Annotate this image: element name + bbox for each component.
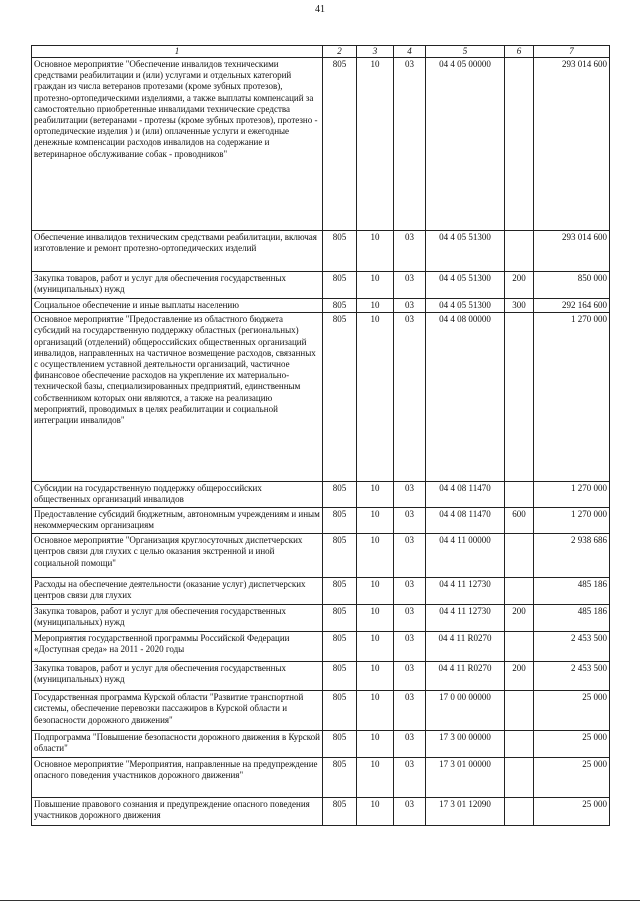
cell-amount: 850 000 bbox=[534, 272, 610, 299]
cell-subsection: 03 bbox=[394, 605, 426, 632]
cell-amount: 485 186 bbox=[534, 578, 610, 605]
cell-subsection: 03 bbox=[394, 272, 426, 299]
cell-target: 17 3 01 00000 bbox=[426, 758, 505, 798]
cell-expense-type: 600 bbox=[505, 508, 534, 534]
header-cell: 7 bbox=[534, 46, 610, 58]
cell-target: 17 0 00 00000 bbox=[426, 691, 505, 731]
cell-amount: 2 453 500 bbox=[534, 662, 610, 691]
cell-subsection: 03 bbox=[394, 534, 426, 578]
cell-target: 04 4 05 00000 bbox=[426, 58, 505, 231]
cell-target: 04 4 11 R0270 bbox=[426, 632, 505, 662]
cell-ministry: 805 bbox=[323, 605, 357, 632]
cell-section: 10 bbox=[357, 482, 394, 508]
cell-ministry: 805 bbox=[323, 534, 357, 578]
row-name: Государственная программа Курской области "Развитие транспортной системы, обеспечение перевозки пассажиров в Курской области и безопасности дорожного движения" bbox=[32, 691, 323, 731]
row-name: Предоставление субсидий бюджетным, автономным учреждениям и иным некоммерческим организациям bbox=[32, 508, 323, 534]
cell-section: 10 bbox=[357, 58, 394, 231]
cell-section: 10 bbox=[357, 605, 394, 632]
table-row bbox=[32, 272, 610, 299]
cell-amount: 292 164 600 bbox=[534, 299, 610, 313]
cell-target: 04 4 11 00000 bbox=[426, 534, 505, 578]
header-cell: 3 bbox=[357, 46, 394, 58]
row-name: Расходы на обеспечение деятельности (оказание услуг) диспетчерских центров связи для глухих bbox=[32, 578, 323, 605]
cell-ministry: 805 bbox=[323, 662, 357, 691]
cell-section: 10 bbox=[357, 534, 394, 578]
cell-target: 04 4 11 12730 bbox=[426, 578, 505, 605]
cell-ministry: 805 bbox=[323, 578, 357, 605]
cell-amount: 293 014 600 bbox=[534, 58, 610, 231]
table-row bbox=[32, 299, 610, 313]
row-name: Мероприятия государственной программы Российской Федерации «Доступная среда» на 2011 - 2020 годы bbox=[32, 632, 323, 662]
table-row bbox=[32, 798, 610, 826]
row-name: Социальное обеспечение и иные выплаты населению bbox=[32, 299, 323, 313]
cell-ministry: 805 bbox=[323, 231, 357, 272]
row-name: Закупка товаров, работ и услуг для обеспечения государственных (муниципальных) нужд bbox=[32, 662, 323, 691]
cell-ministry: 805 bbox=[323, 798, 357, 826]
cell-ministry: 805 bbox=[323, 58, 357, 231]
cell-ministry: 805 bbox=[323, 272, 357, 299]
table-row bbox=[32, 691, 610, 731]
cell-section: 10 bbox=[357, 731, 394, 758]
cell-section: 10 bbox=[357, 758, 394, 798]
cell-subsection: 03 bbox=[394, 508, 426, 534]
header-row bbox=[32, 46, 610, 58]
page-number: 41 bbox=[315, 4, 325, 15]
cell-subsection: 03 bbox=[394, 798, 426, 826]
row-name: Подпрограмма "Повышение безопасности дорожного движения в Курской области" bbox=[32, 731, 323, 758]
cell-section: 10 bbox=[357, 662, 394, 691]
cell-expense-type bbox=[505, 632, 534, 662]
table-row bbox=[32, 632, 610, 662]
cell-section: 10 bbox=[357, 299, 394, 313]
table-row bbox=[32, 313, 610, 482]
cell-ministry: 805 bbox=[323, 482, 357, 508]
table-row bbox=[32, 578, 610, 605]
cell-subsection: 03 bbox=[394, 578, 426, 605]
row-name: Основное мероприятие "Предоставление из областного бюджета субсидий на государственную поддержку областных (региональных) организаций (отделений) общероссийских общественных организаций инвалидов, направленных на частичное возмещение расходов, связанных с осуществлением уставной деятельности организаций, частичное финансовое обеспечение расходов на укрепление их материально-технической базы, специализированных предприятий, единственным собственником которых они являются, а также на реализацию мероприятий, проводимых в целях реабилитации и социальной интеграции инвалидов" bbox=[32, 313, 323, 482]
cell-expense-type bbox=[505, 731, 534, 758]
cell-subsection: 03 bbox=[394, 731, 426, 758]
row-name: Основное мероприятие "Мероприятия, направленные на предупреждение опасного поведения участников дорожного движения" bbox=[32, 758, 323, 798]
cell-amount: 485 186 bbox=[534, 605, 610, 632]
cell-section: 10 bbox=[357, 231, 394, 272]
cell-ministry: 805 bbox=[323, 299, 357, 313]
cell-subsection: 03 bbox=[394, 299, 426, 313]
cell-target: 04 4 11 R0270 bbox=[426, 662, 505, 691]
budget-table bbox=[31, 45, 610, 826]
cell-subsection: 03 bbox=[394, 662, 426, 691]
cell-subsection: 03 bbox=[394, 691, 426, 731]
cell-expense-type bbox=[505, 758, 534, 798]
cell-amount: 1 270 000 bbox=[534, 482, 610, 508]
header-cell: 6 bbox=[505, 46, 534, 58]
cell-expense-type bbox=[505, 231, 534, 272]
cell-section: 10 bbox=[357, 272, 394, 299]
cell-expense-type bbox=[505, 58, 534, 231]
cell-expense-type: 300 bbox=[505, 299, 534, 313]
cell-target: 04 4 08 11470 bbox=[426, 482, 505, 508]
cell-target: 04 4 05 51300 bbox=[426, 299, 505, 313]
table-row bbox=[32, 231, 610, 272]
header-cell: 2 bbox=[323, 46, 357, 58]
cell-target: 17 3 01 12090 bbox=[426, 798, 505, 826]
cell-ministry: 805 bbox=[323, 758, 357, 798]
cell-expense-type bbox=[505, 534, 534, 578]
table-row bbox=[32, 58, 610, 231]
cell-amount: 2 453 500 bbox=[534, 632, 610, 662]
cell-amount: 1 270 000 bbox=[534, 313, 610, 482]
cell-target: 04 4 05 51300 bbox=[426, 272, 505, 299]
cell-amount: 25 000 bbox=[534, 731, 610, 758]
row-name: Повышение правового сознания и предупреждение опасного поведения участников дорожного движения bbox=[32, 798, 323, 826]
table-row bbox=[32, 758, 610, 798]
cell-amount: 1 270 000 bbox=[534, 508, 610, 534]
cell-expense-type: 200 bbox=[505, 605, 534, 632]
cell-section: 10 bbox=[357, 632, 394, 662]
cell-ministry: 805 bbox=[323, 632, 357, 662]
cell-amount: 25 000 bbox=[534, 798, 610, 826]
cell-section: 10 bbox=[357, 798, 394, 826]
cell-section: 10 bbox=[357, 313, 394, 482]
cell-subsection: 03 bbox=[394, 231, 426, 272]
cell-amount: 293 014 600 bbox=[534, 231, 610, 272]
cell-amount: 25 000 bbox=[534, 758, 610, 798]
cell-section: 10 bbox=[357, 508, 394, 534]
row-name: Основное мероприятие "Обеспечение инвалидов техническими средствами реабилитации и (или) услугами и отдельных категорий граждан из числа ветеранов протезами (кроме зубных протезов), протезно-ортопедическими изделиями, а также выплаты компенсаций за самостоятельно приобретенные инвалидами технические средства реабилитации (ветеранами - протезы (кроме зубных протезов), протезно - ортопедические изделия ) и (или) оплаченные услуги и ежегодные денежные компенсации расходов инвалидов на содержание и ветеринарное обслуживание собак - проводников" bbox=[32, 58, 323, 231]
cell-subsection: 03 bbox=[394, 58, 426, 231]
cell-ministry: 805 bbox=[323, 731, 357, 758]
cell-target: 04 4 05 51300 bbox=[426, 231, 505, 272]
cell-amount: 25 000 bbox=[534, 691, 610, 731]
cell-section: 10 bbox=[357, 578, 394, 605]
row-name: Закупка товаров, работ и услуг для обеспечения государственных (муниципальных) нужд bbox=[32, 605, 323, 632]
cell-expense-type: 200 bbox=[505, 272, 534, 299]
cell-target: 04 4 08 11470 bbox=[426, 508, 505, 534]
cell-target: 04 4 11 12730 bbox=[426, 605, 505, 632]
header-cell: 1 bbox=[32, 46, 323, 58]
cell-ministry: 805 bbox=[323, 691, 357, 731]
table-row bbox=[32, 508, 610, 534]
cell-subsection: 03 bbox=[394, 758, 426, 798]
cell-expense-type bbox=[505, 798, 534, 826]
table-row bbox=[32, 482, 610, 508]
cell-expense-type bbox=[505, 691, 534, 731]
cell-expense-type: 200 bbox=[505, 662, 534, 691]
cell-expense-type bbox=[505, 482, 534, 508]
bottom-rule bbox=[0, 900, 640, 901]
cell-target: 17 3 00 00000 bbox=[426, 731, 505, 758]
cell-ministry: 805 bbox=[323, 508, 357, 534]
cell-subsection: 03 bbox=[394, 482, 426, 508]
table-row bbox=[32, 731, 610, 758]
row-name: Закупка товаров, работ и услуг для обеспечения государственных (муниципальных) нужд bbox=[32, 272, 323, 299]
table-row bbox=[32, 534, 610, 578]
row-name: Субсидии на государственную поддержку общероссийских общественных организаций инвалидов bbox=[32, 482, 323, 508]
cell-target: 04 4 08 00000 bbox=[426, 313, 505, 482]
header-cell: 5 bbox=[426, 46, 505, 58]
cell-section: 10 bbox=[357, 691, 394, 731]
table-row bbox=[32, 605, 610, 632]
cell-amount: 2 938 686 bbox=[534, 534, 610, 578]
cell-expense-type bbox=[505, 313, 534, 482]
table-row bbox=[32, 662, 610, 691]
cell-subsection: 03 bbox=[394, 313, 426, 482]
row-name: Основное мероприятие "Организация круглосуточных диспетчерских центров связи для глухих с целью оказания экстренной и иной социальной помощи" bbox=[32, 534, 323, 578]
cell-ministry: 805 bbox=[323, 313, 357, 482]
cell-expense-type bbox=[505, 578, 534, 605]
cell-subsection: 03 bbox=[394, 632, 426, 662]
header-cell: 4 bbox=[394, 46, 426, 58]
row-name: Обеспечение инвалидов техническим средствами реабилитации, включая изготовление и ремонт протезно-ортопедических изделий bbox=[32, 231, 323, 272]
